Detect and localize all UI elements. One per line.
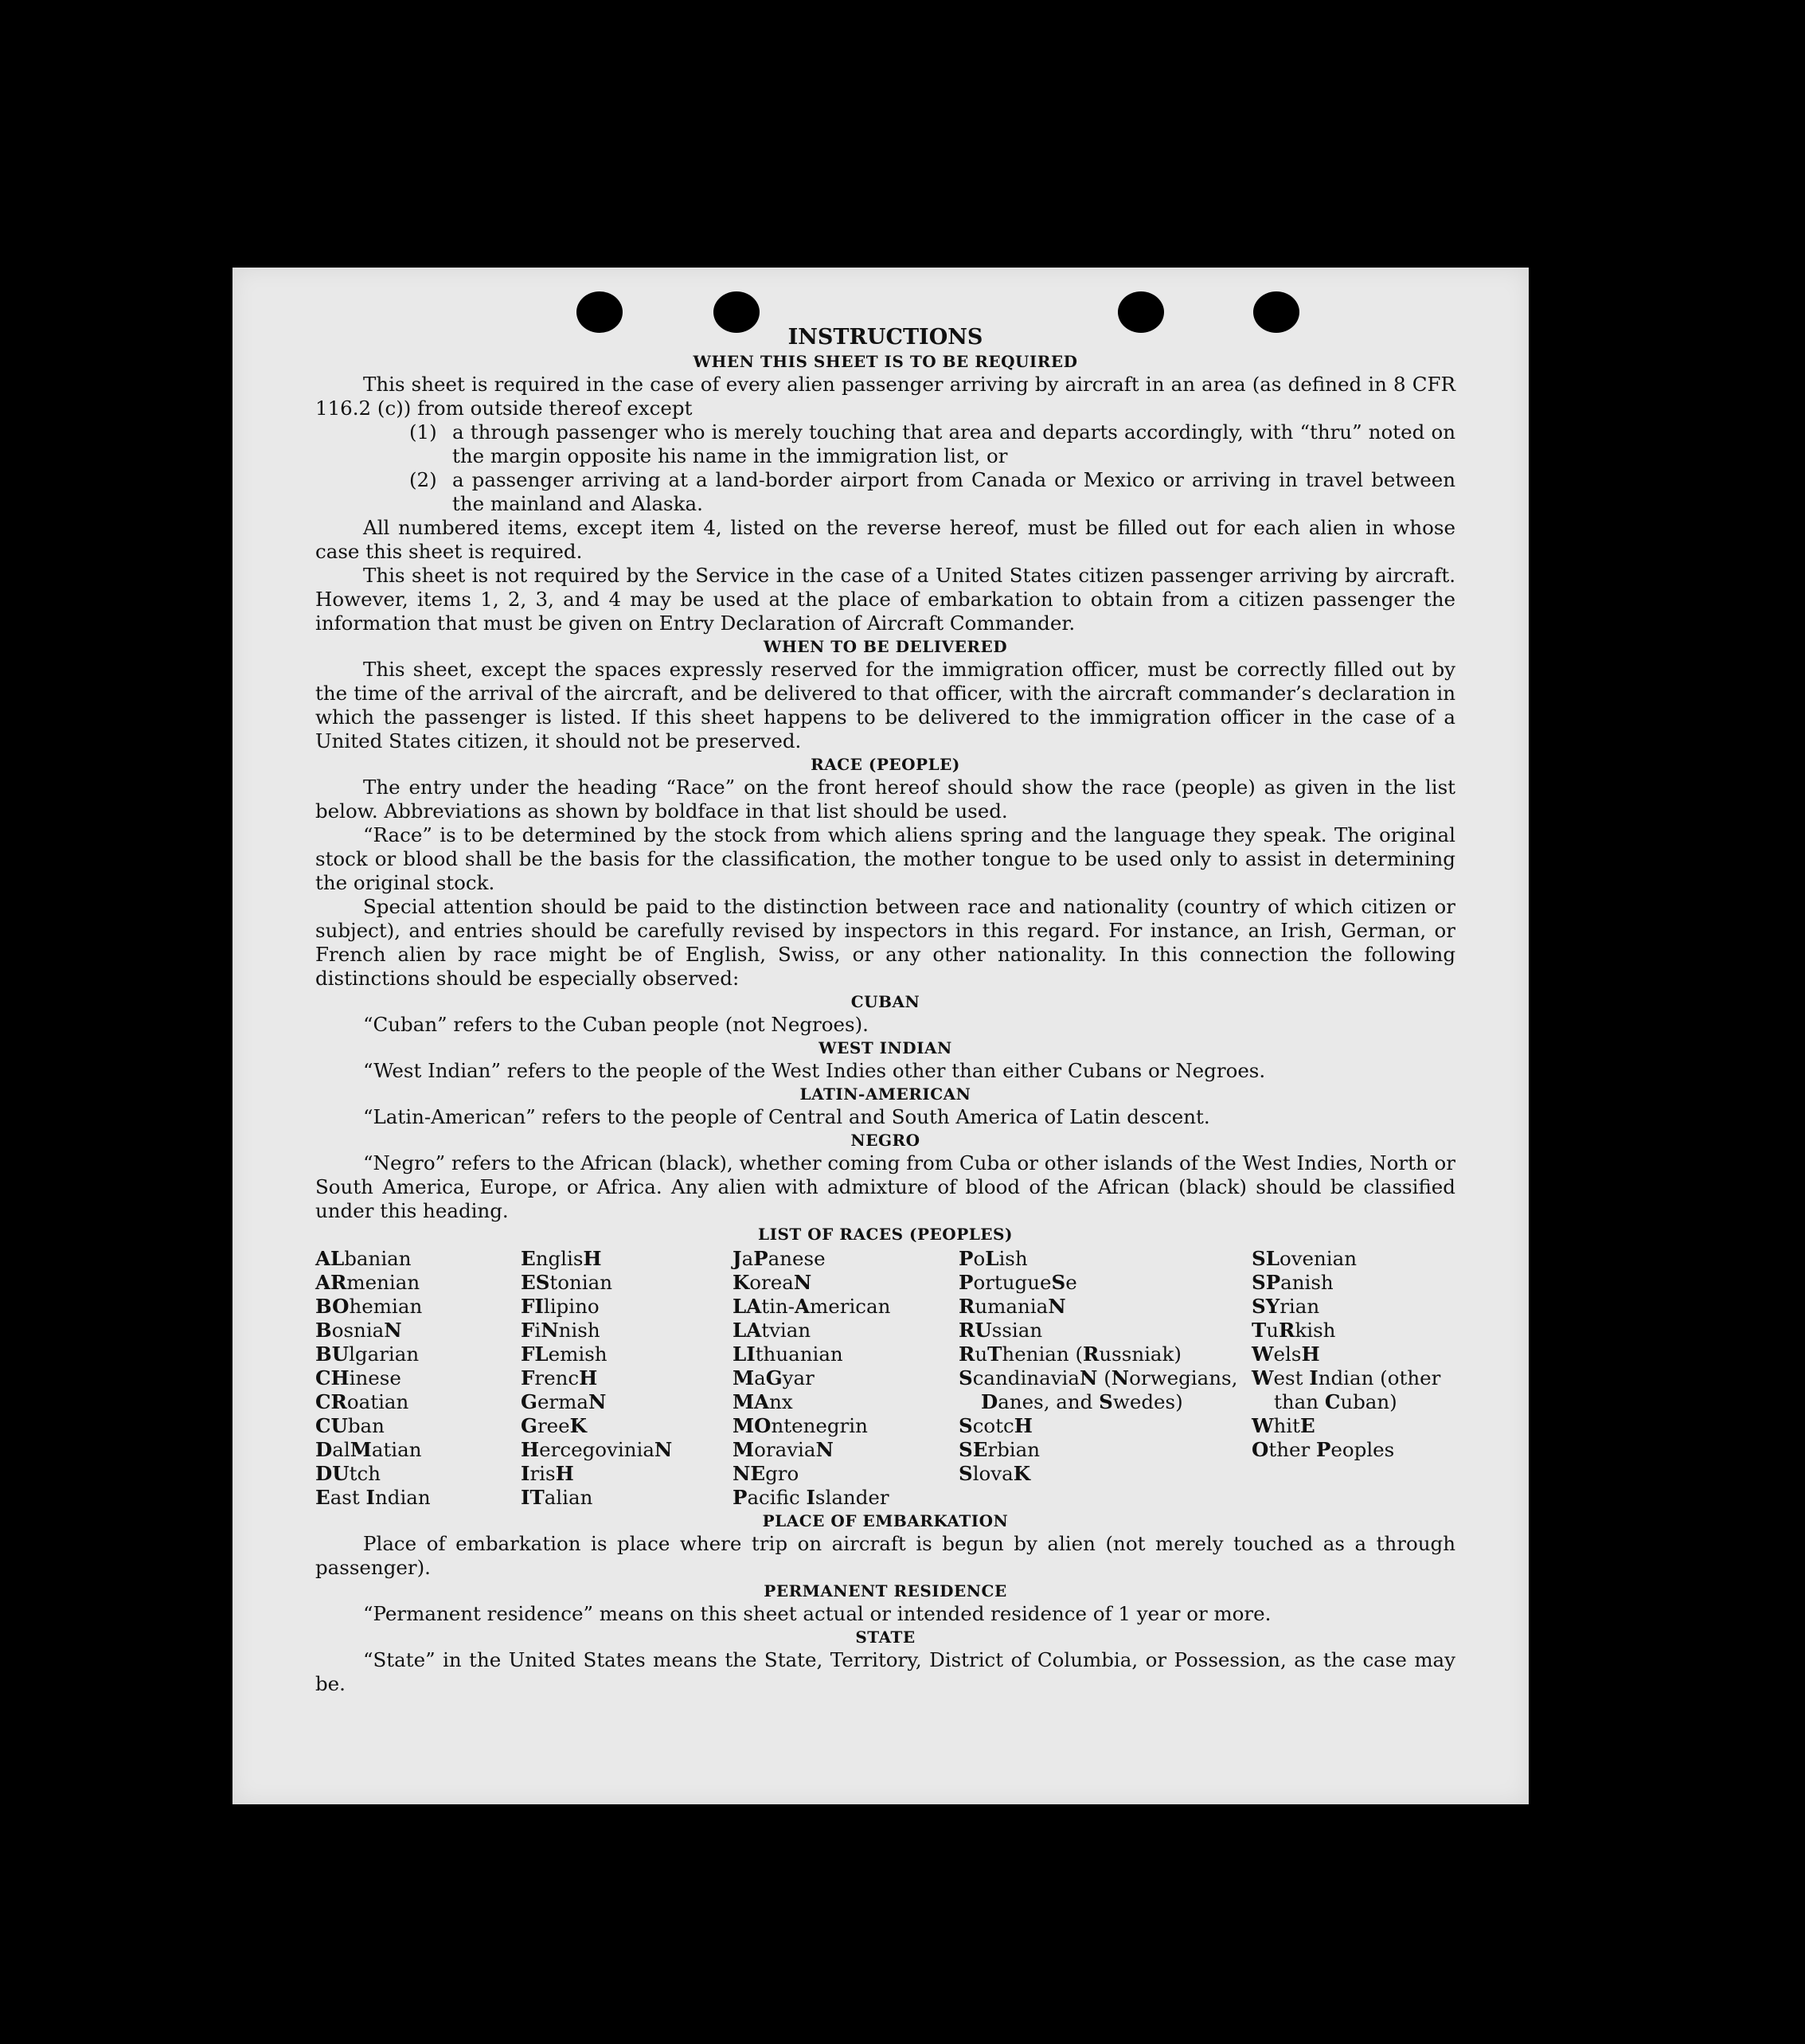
race-item: KoreaN: [733, 1271, 812, 1294]
paragraph: “Permanent residence” means on this sheet actual or intended residence of 1 year or more.: [363, 1602, 1272, 1625]
races-list: [315, 1247, 1455, 1510]
race-item: ITalian: [521, 1486, 593, 1509]
section-heading: NEGRO: [850, 1131, 920, 1150]
section-heading: WEST INDIAN: [819, 1038, 952, 1057]
race-item: SLovenian: [1252, 1247, 1358, 1270]
race-item: MAnx: [733, 1390, 793, 1413]
race-item: BOhemian: [315, 1295, 423, 1318]
race-item: MoraviaN: [733, 1438, 834, 1461]
race-item: LAtvian: [733, 1319, 811, 1342]
race-item: DalMatian: [315, 1438, 422, 1461]
race-item: WhitE: [1252, 1414, 1315, 1437]
race-item: ARmenian: [315, 1271, 420, 1294]
race-item: CHinese: [315, 1366, 401, 1389]
paragraph: “Negro” refers to the African (black), whether coming from Cuba or other islands of the West Indies, North or South America, Europe, or Africa. Any alien with admixture of blood of the African (black) should be classified under this heading.: [315, 1151, 1455, 1222]
race-item: SlovaK: [959, 1462, 1031, 1485]
race-item: CUban: [315, 1414, 385, 1437]
list-item: [315, 468, 1455, 516]
race-item: RUssian: [959, 1319, 1043, 1342]
section-heading: LATIN-AMERICAN: [799, 1085, 971, 1104]
race-item: ALbanian: [315, 1247, 412, 1270]
race-item: BUlgarian: [315, 1342, 420, 1366]
item-number: (1): [409, 420, 437, 444]
section-heading: RACE (PEOPLE): [811, 755, 960, 774]
item-text: a passenger arriving at a land-border airport from Canada or Mexico or arriving in travel between the mainland and Alaska.: [452, 468, 1455, 515]
race-item: MOntenegrin: [733, 1414, 868, 1437]
paragraph: This sheet is required in the case of every alien passenger arriving by aircraft in an area (as defined in 8 CFR 116.2 (c)) from outside thereof except: [315, 373, 1455, 420]
race-item: SPanish: [1252, 1271, 1334, 1294]
race-item: HercegoviniaN: [521, 1438, 673, 1461]
paragraph: Place of embarkation is place where trip on aircraft is begun by alien (not merely touched as a through passenger).: [315, 1532, 1455, 1579]
paragraph: “Cuban” refers to the Cuban people (not Negroes).: [363, 1013, 869, 1036]
paragraph: “West Indian” refers to the people of the West Indies other than either Cubans or Negroes.: [363, 1059, 1266, 1082]
races-column: [733, 1247, 959, 1510]
race-item: Other Peoples: [1252, 1438, 1395, 1461]
section-heading: PLACE OF EMBARKATION: [762, 1511, 1009, 1530]
section-heading: STATE: [855, 1628, 916, 1647]
race-item: PortugueSe: [959, 1271, 1077, 1294]
races-column: [521, 1247, 733, 1510]
paragraph: “State” in the United States means the State, Territory, District of Columbia, or Possession, as the case may be.: [315, 1648, 1455, 1695]
race-item: RumaniaN: [959, 1295, 1066, 1318]
section-heading: PERMANENT RESIDENCE: [764, 1581, 1007, 1600]
list-item: [315, 420, 1455, 468]
race-item: ScotcH: [959, 1414, 1033, 1437]
paragraph: “Latin-American” refers to the people of Central and South America of Latin descent.: [363, 1105, 1210, 1128]
race-item: LIthuanian: [733, 1342, 843, 1366]
race-item: West Indian (other than Cuban): [1252, 1366, 1441, 1413]
race-item: PoLish: [959, 1247, 1028, 1270]
section-heading: CUBAN: [850, 992, 920, 1011]
race-item: DUtch: [315, 1462, 381, 1485]
item-text: a through passenger who is merely touching that area and departs accordingly, with “thru” noted on the margin opposite his name in the immigration list, or: [452, 420, 1455, 467]
race-item: JaPanese: [733, 1247, 826, 1270]
race-item: FiNnish: [521, 1319, 600, 1342]
race-item: CRoatian: [315, 1390, 409, 1413]
paragraph: “Race” is to be determined by the stock from which aliens spring and the language they speak. The original stock or blood shall be the basis for the classification, the mother tongue to be used only to assist in determining the original stock.: [315, 823, 1455, 894]
paragraph: This sheet is not required by the Service in the case of a United States citizen passenger arriving by aircraft. However, items 1, 2, 3, and 4 may be used at the place of embarkation to obtain from a citizen passenger the information that must be given on Entry Declaration of Aircraft Commander.: [315, 564, 1455, 635]
paragraph: This sheet, except the spaces expressly reserved for the immigration officer, must be correctly filled out by the time of the arrival of the aircraft, and be delivered to that officer, with the aircraft commander’s declaration in which the passenger is listed. If this sheet happens to be delivered to the immigration officer in the case of a United States citizen, it should not be preserved.: [315, 658, 1455, 752]
race-item: ScandinaviaN (Norwegians, Danes, and Swedes): [959, 1366, 1238, 1413]
race-item: SYrian: [1252, 1295, 1320, 1318]
races-column: [315, 1247, 521, 1510]
paragraph: All numbered items, except item 4, listed on the reverse hereof, must be filled out for each alien in whose case this sheet is required.: [315, 516, 1455, 563]
page-title: INSTRUCTIONS: [787, 325, 983, 350]
race-item: WelsH: [1252, 1342, 1320, 1366]
race-item: IrisH: [521, 1462, 574, 1485]
race-item: NEgro: [733, 1462, 799, 1485]
section-heading: WHEN TO BE DELIVERED: [763, 637, 1008, 656]
document-sheet: [232, 268, 1529, 1804]
section-heading: WHEN THIS SHEET IS TO BE REQUIRED: [693, 352, 1078, 371]
race-item: MaGyar: [733, 1366, 815, 1389]
instructions-content: [315, 325, 1455, 1696]
race-item: LAtin-American: [733, 1295, 891, 1318]
race-item: BosniaN: [315, 1319, 402, 1342]
race-item: EStonian: [521, 1271, 612, 1294]
paragraph: The entry under the heading “Race” on the front hereof should show the race (people) as given in the list below. Abbreviations as shown by boldface in that list should be used.: [315, 776, 1455, 823]
race-item: EnglisH: [521, 1247, 602, 1270]
race-item: RuThenian (Russniak): [959, 1342, 1182, 1366]
race-item: FrencH: [521, 1366, 598, 1389]
race-item: SErbian: [959, 1438, 1041, 1461]
race-item: Pacific Islander: [733, 1486, 889, 1509]
races-column: [959, 1247, 1252, 1510]
race-item: FLemish: [521, 1342, 608, 1366]
item-number: (2): [409, 468, 437, 491]
race-item: GreeK: [521, 1414, 587, 1437]
paragraph: Special attention should be paid to the distinction between race and nationality (country of which citizen or subject), and entries should be carefully revised by inspectors in this regard. For instance, an Irish, German, or French alien by race might be of English, Swiss, or any other nationality. In this connection the following distinctions should be especially observed:: [315, 895, 1455, 990]
race-item: East Indian: [315, 1486, 431, 1509]
races-column: [1252, 1247, 1455, 1510]
section-heading: LIST OF RACES (PEOPLES): [758, 1225, 1013, 1244]
race-item: GermaN: [521, 1390, 607, 1413]
race-item: TuRkish: [1252, 1319, 1336, 1342]
race-item: FIlipino: [521, 1295, 600, 1318]
